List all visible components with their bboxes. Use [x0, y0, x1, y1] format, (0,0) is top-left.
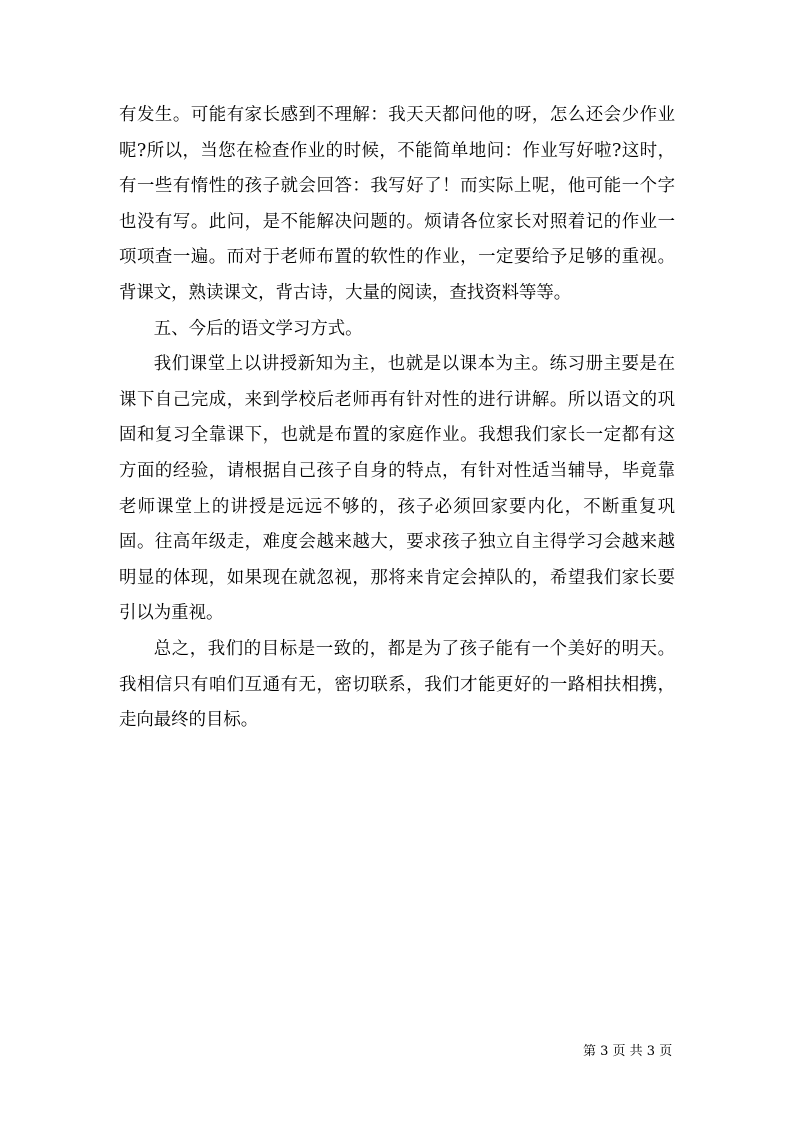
section-heading: 五、今后的语文学习方式。: [153, 318, 363, 339]
paragraph-continuation: 有发生。可能有家长感到不理解：我天天都问他的呀，怎么还会少作业呢?所以，当您在检查作业的时候，不能简单地问：作业写好啦?这时，有一些有惰性的孩子就会回答：我写好了！而实际上呢，他可能一个字也没有写。此问，是不能解决问题的。烦请各位家长对照着记的作业一项项查一遍。而对于老师布置的软性的作业，一定要给予足够的重视。背课文，熟读课文，背古诗，大量的阅读，查找资料等等。: [119, 105, 675, 303]
paragraph-conclusion: 总之，我们的目标是一致的，都是为了孩子能有一个美好的明天。我相信只有咱们互通有无，密切联系，我们才能更好的一路相扶相携，走向最终的目标。: [119, 638, 675, 731]
paragraph-learning-method: 我们课堂上以讲授新知为主，也就是以课本为主。练习册主要是在课下自己完成，来到学校后老师再有针对性的进行讲解。所以语文的巩固和复习全靠课下，也就是布置的家庭作业。我想我们家长一定都有这方面的经验，请根据自己孩子自身的特点，有针对性适当辅导，毕竟靠老师课堂上的讲授是远远不够的，孩子必须回家要内化，不断重复巩固。往高年级走，难度会越来越大，要求孩子独立自主得学习会越来越明显的体现，如果现在就忽视，那将来肯定会掉队的，希望我们家长要引以为重视。: [119, 354, 675, 624]
document-body: [119, 98, 675, 739]
page-number-footer: 第 3 页 共 3 页: [583, 1044, 673, 1059]
